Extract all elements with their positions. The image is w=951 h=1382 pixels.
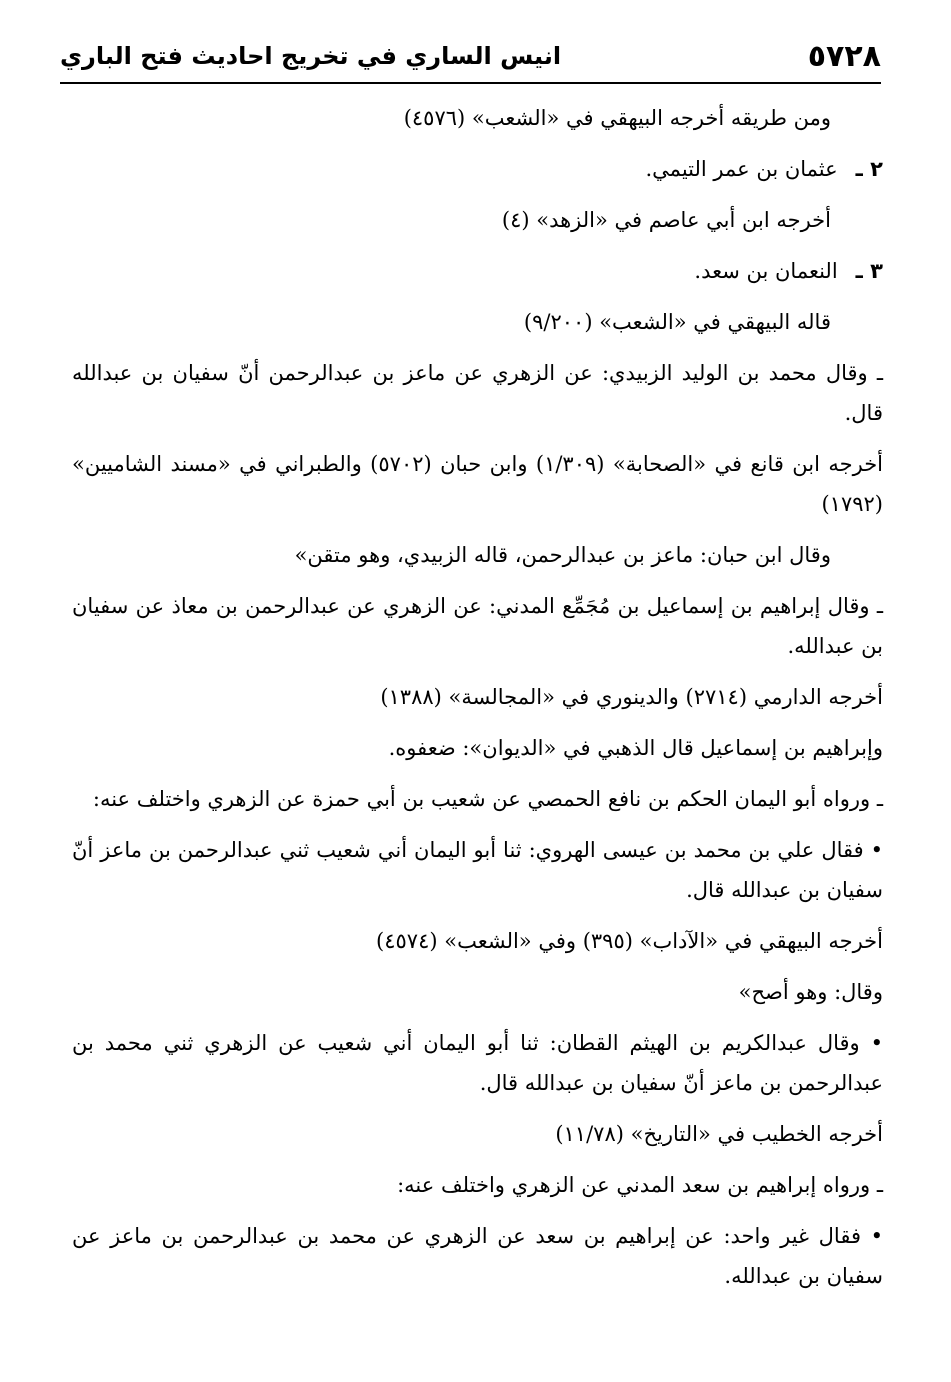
paragraph: وإبراهيم بن إسماعيل قال الذهبي في «الديوان»: ضعفوه. [388,736,883,760]
item-number: ٣ ـ [855,259,883,283]
item-number: ٢ ـ [855,157,883,181]
paragraph: ـ ورواه أبو اليمان الحكم بن نافع الحمصي عن شعيب بن أبي حمزة عن الزهري واختلف عنه: [92,787,883,811]
running-title: انيس الساري في تخريج احاديث فتح الباري [60,42,562,70]
paragraph: وقال: وهو أصح» [738,980,883,1004]
paragraph: ـ وقال إبراهيم بن إسماعيل بن مُجَمِّع المدني: عن الزهري عن عبدالرحمن بن معاذ عن سفيان بن عبدالله. [72,594,883,658]
body-text [72,98,883,1307]
paragraph: ـ وقال محمد بن الوليد الزبيدي: عن الزهري عن ماعز بن عبدالرحمن أنّ سفيان بن عبدالله قال. [72,361,883,425]
paragraph: أخرجه الدارمي (٢٧١٤) والدينوري في «المجالسة» (١٣٨٨) [380,685,883,709]
paragraph: أخرجه ابن أبي عاصم في «الزهد» (٤) [501,208,831,232]
paragraph: • فقال غير واحد: عن إبراهيم بن سعد عن الزهري عن محمد بن عبدالرحمن بن ماعز عن سفيان بن عبدالله. [72,1224,883,1288]
paragraph: • فقال علي بن محمد بن عيسى الهروي: ثنا أبو اليمان أني شعيب ثني عبدالرحمن بن ماعز أنّ سفيان بن عبدالله قال. [72,838,883,902]
paragraph: ـ ورواه إبراهيم بن سعد المدني عن الزهري واختلف عنه: [397,1173,883,1197]
page-number: ٥٧٢٨ [807,38,881,74]
paragraph: قاله البيهقي في «الشعب» (٩/٢٠٠) [523,310,831,334]
paragraph: أخرجه الخطيب في «التاريخ» (١١/٧٨) [555,1122,883,1146]
numbered-item-3 [72,251,883,291]
numbered-item-2 [72,149,883,189]
paragraph: ومن طريقه أخرجه البيهقي في «الشعب» (٤٥٧٦) [403,106,831,130]
header-rule [60,82,881,84]
item-text: عثمان بن عمر التيمي. [645,157,838,181]
paragraph: • وقال عبدالكريم بن الهيثم القطان: ثنا أبو اليمان أني شعيب عن الزهري ثني محمد بن عبدالرحمن بن ماعز أنّ سفيان بن عبدالله قال. [72,1031,883,1095]
paragraph: أخرجه ابن قانع في «الصحابة» (١/٣٠٩) وابن حبان (٥٧٠٢) والطبراني في «مسند الشاميين» (١٧٩٢) [72,452,884,516]
paragraph: أخرجه البيهقي في «الآداب» (٣٩٥) وفي «الشعب» (٤٥٧٤) [376,929,883,953]
page-header [60,34,881,78]
paragraph: وقال ابن حبان: ماعز بن عبدالرحمن، قاله الزبيدي، وهو متقن» [294,543,831,567]
item-text: النعمان بن سعد. [694,259,838,283]
